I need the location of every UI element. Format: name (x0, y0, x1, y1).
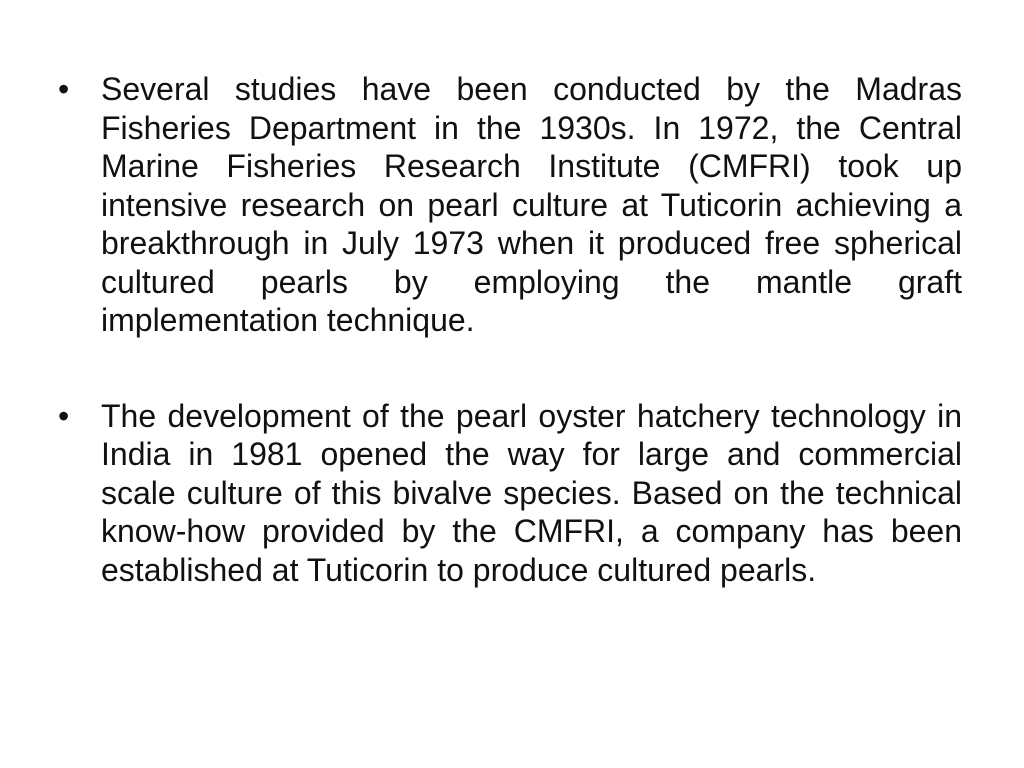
bullet-marker: • (58, 397, 70, 434)
bullet-text: The development of the pearl oyster hatchery technology in India in 1981 opened the way for large and commercial scale culture of this bivalve species. Based on the technical know-how provided by the CMFRI, a company has been established at Tuticorin to produce cultured pearls. (101, 397, 962, 588)
bullet-item (58, 397, 962, 590)
bullet-list (58, 70, 962, 589)
bullet-text: Several studies have been conducted by the Madras Fisheries Department in the 1930s. In 1972, the Central Marine Fisheries Research Institute (CMFRI) took up intensive research on pearl culture at Tuticorin achieving a breakthrough in July 1973 when it produced free spherical cultured pearls by employing the mantle graft implementation technique. (101, 71, 962, 338)
bullet-marker: • (58, 71, 70, 107)
bullet-item (58, 70, 962, 340)
